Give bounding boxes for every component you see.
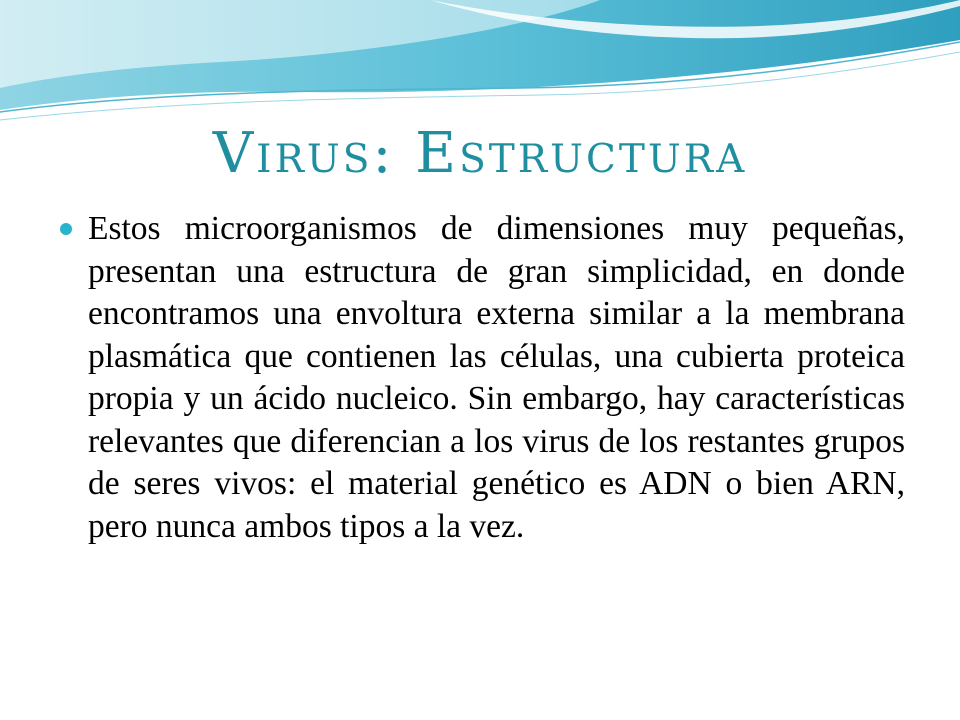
- bullet-item: [60, 208, 905, 548]
- header-wave-decoration: [0, 0, 960, 130]
- bullet-text: Estos microorganismos de dimensiones muy pequeñas, presentan una estructura de gran simplicidad, en donde encontramos una envoltura externa similar a la membrana plasmática que contienen las células, una cubierta proteica propia y un ácido nucleico. Sin embargo, hay características relevantes que diferencian a los virus de los restantes grupos de seres vivos: el material genético es ADN o bien ARN, pero nunca ambos tipos a la vez.: [88, 210, 905, 545]
- slide-title: Virus: Estructura: [212, 121, 748, 186]
- bullet-dot-icon: [60, 223, 72, 235]
- bullet-list: [60, 208, 905, 548]
